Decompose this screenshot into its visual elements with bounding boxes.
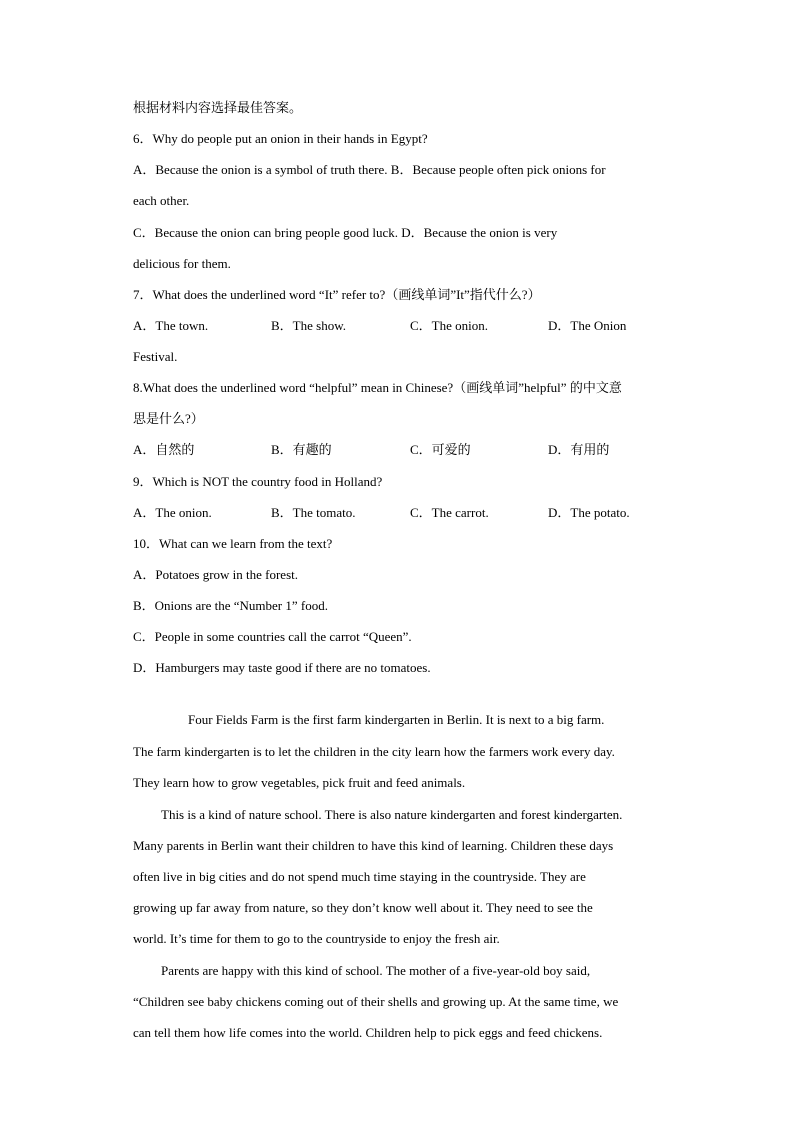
- question-8-option-c: C．可爱的: [410, 442, 471, 457]
- question-9-option-c: C．The carrot.: [410, 505, 489, 520]
- question-9-option-a: A．The onion.: [133, 505, 212, 520]
- question-6-option-d-continued: delicious for them.: [133, 256, 231, 271]
- question-8-option-b: B．有趣的: [271, 442, 332, 457]
- question-8-stem: 8.What does the underlined word “helpful” mean in Chinese?（画线单词”helpful” 的中文意: [133, 380, 622, 395]
- question-6-options-c-d: C．Because the onion can bring people good luck. D．Because the onion is very: [133, 225, 558, 240]
- question-10-option-d: D．Hamburgers may taste good if there are no tomatoes.: [133, 660, 431, 675]
- instruction: 根据材料内容选择最佳答案。: [133, 100, 303, 115]
- question-7-stem: 7．What does the underlined word “It” refer to?（画线单词”It”指代什么?）: [133, 287, 541, 302]
- question-8-option-a: A．自然的: [133, 442, 195, 457]
- passage-paragraph-3-line-1: Parents are happy with this kind of school. The mother of a five-year-old boy said,: [161, 963, 591, 978]
- passage-paragraph-2-line-1: This is a kind of nature school. There is also nature kindergarten and forest kindergarten.: [161, 807, 623, 822]
- question-6-options-a-b: A．Because the onion is a symbol of truth there. B．Because people often pick onions for: [133, 162, 606, 177]
- question-7-option-a: A．The town.: [133, 318, 209, 333]
- question-7-option-d-continued: Festival.: [133, 349, 178, 364]
- question-9-stem: 9．Which is NOT the country food in Holland?: [133, 474, 383, 489]
- passage-paragraph-1-line-1: Four Fields Farm is the first farm kindergarten in Berlin. It is next to a big farm.: [188, 712, 605, 727]
- question-8-option-d: D．有用的: [548, 442, 610, 457]
- question-9-option-b: B．The tomato.: [271, 505, 356, 520]
- question-6-option-b-continued: each other.: [133, 193, 190, 208]
- passage-paragraph-2-line-2: Many parents in Berlin want their children to have this kind of learning. Children these days: [133, 838, 614, 853]
- question-10-stem: 10．What can we learn from the text?: [133, 536, 333, 551]
- question-6-stem: 6．Why do people put an onion in their hands in Egypt?: [133, 131, 428, 146]
- passage-paragraph-2-line-5: world. It’s time for them to go to the countryside to enjoy the fresh air.: [133, 931, 500, 946]
- question-9-option-d: D．The potato.: [548, 505, 630, 520]
- passage-paragraph-1-line-3: They learn how to grow vegetables, pick fruit and feed animals.: [133, 775, 466, 790]
- question-10-option-b: B．Onions are the “Number 1” food.: [133, 598, 328, 613]
- passage-paragraph-2-line-3: often live in big cities and do not spend much time staying in the countryside. They are: [133, 869, 586, 884]
- passage-paragraph-3-line-3: can tell them how life comes into the world. Children help to pick eggs and feed chickens.: [133, 1025, 603, 1040]
- question-7-option-b: B．The show.: [271, 318, 346, 333]
- passage-paragraph-3-line-2: “Children see baby chickens coming out of their shells and growing up. At the same time, we: [133, 994, 619, 1009]
- question-10-option-c: C．People in some countries call the carrot “Queen”.: [133, 629, 412, 644]
- passage-paragraph-1-line-2: The farm kindergarten is to let the children in the city learn how the farmers work every day.: [133, 744, 615, 759]
- question-7-option-c: C．The onion.: [410, 318, 488, 333]
- passage-paragraph-2-line-4: growing up far away from nature, so they don’t know well about it. They need to see the: [133, 900, 593, 915]
- question-10-option-a: A．Potatoes grow in the forest.: [133, 567, 299, 582]
- question-8-stem-continued: 思是什么?）: [133, 411, 204, 426]
- question-7-option-d: D．The Onion: [548, 318, 627, 333]
